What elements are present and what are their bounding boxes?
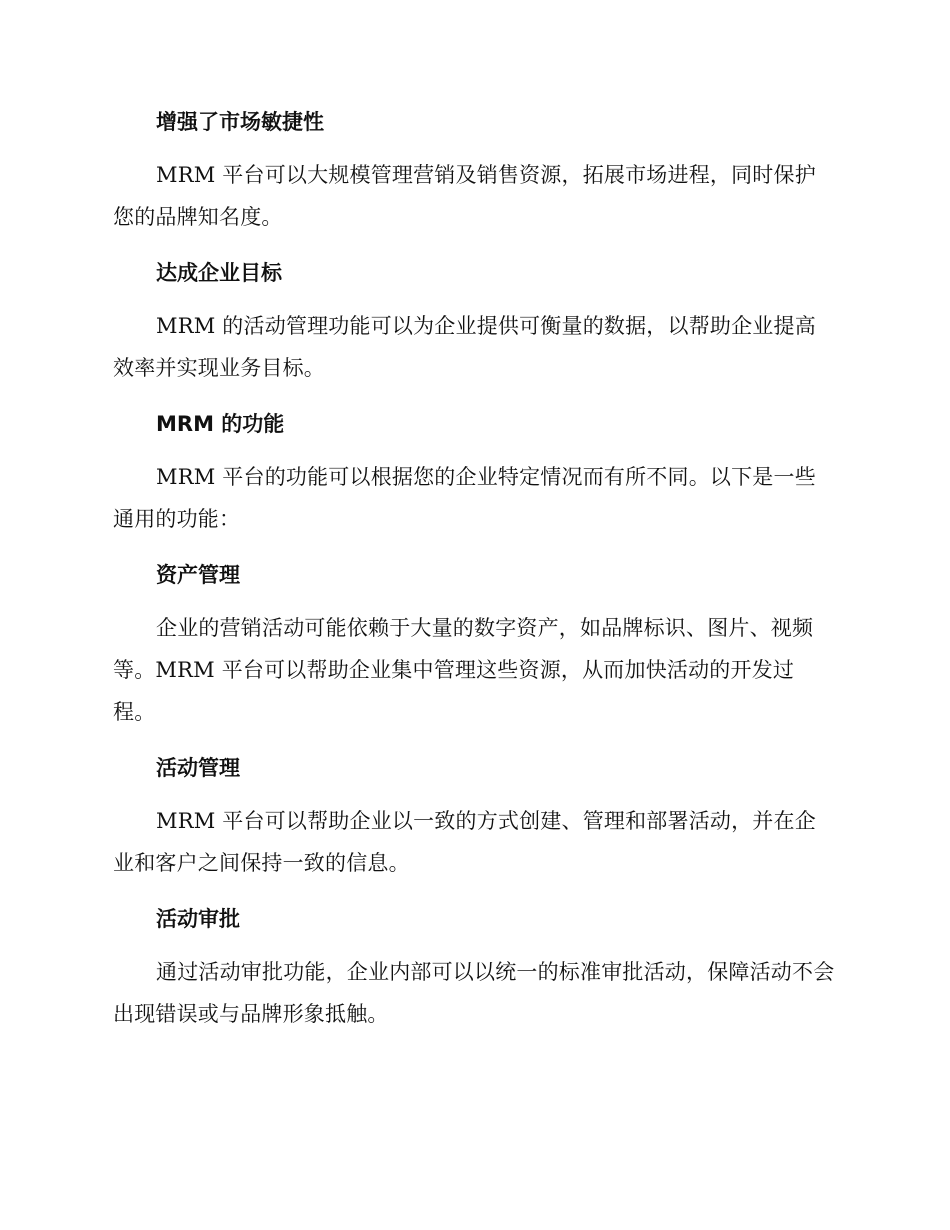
section-paragraph-market-agility: MRM 平台可以大规模管理营销及销售资源，拓展市场进程，同时保护您的品牌知名度。: [113, 163, 816, 229]
section-paragraph-asset-management: 企业的营销活动可能依赖于大量的数字资产，如品牌标识、图片、视频等。MRM 平台可以帮助企业集中管理这些资源，从而加快活动的开发过程。: [113, 616, 814, 724]
section-paragraph-campaign-management: MRM 平台可以帮助企业以一致的方式创建、管理和部署活动，并在企业和客户之间保持一致的信息。: [113, 809, 816, 875]
section-paragraph-campaign-approval: 通过活动审批功能，企业内部可以以统一的标准审批活动，保障活动不会出现错误或与品牌形象抵触。: [113, 960, 835, 1026]
section-paragraph-business-goals: MRM 的活动管理功能可以为企业提供可衡量的数据，以帮助企业提高效率并实现业务目标。: [113, 314, 816, 380]
section-heading-asset-management: 资产管理: [156, 563, 240, 587]
section-heading-mrm-features: MRM 的功能: [156, 412, 285, 436]
document-page: [113, 108, 835, 1056]
section-paragraph-mrm-features: MRM 平台的功能可以根据您的企业特定情况而有所不同。以下是一些通用的功能：: [113, 465, 816, 531]
section-heading-business-goals: 达成企业目标: [156, 261, 282, 285]
section-heading-campaign-management: 活动管理: [156, 756, 240, 780]
section-heading-campaign-approval: 活动审批: [156, 907, 240, 931]
section-heading-market-agility: 增强了市场敏捷性: [156, 110, 324, 134]
